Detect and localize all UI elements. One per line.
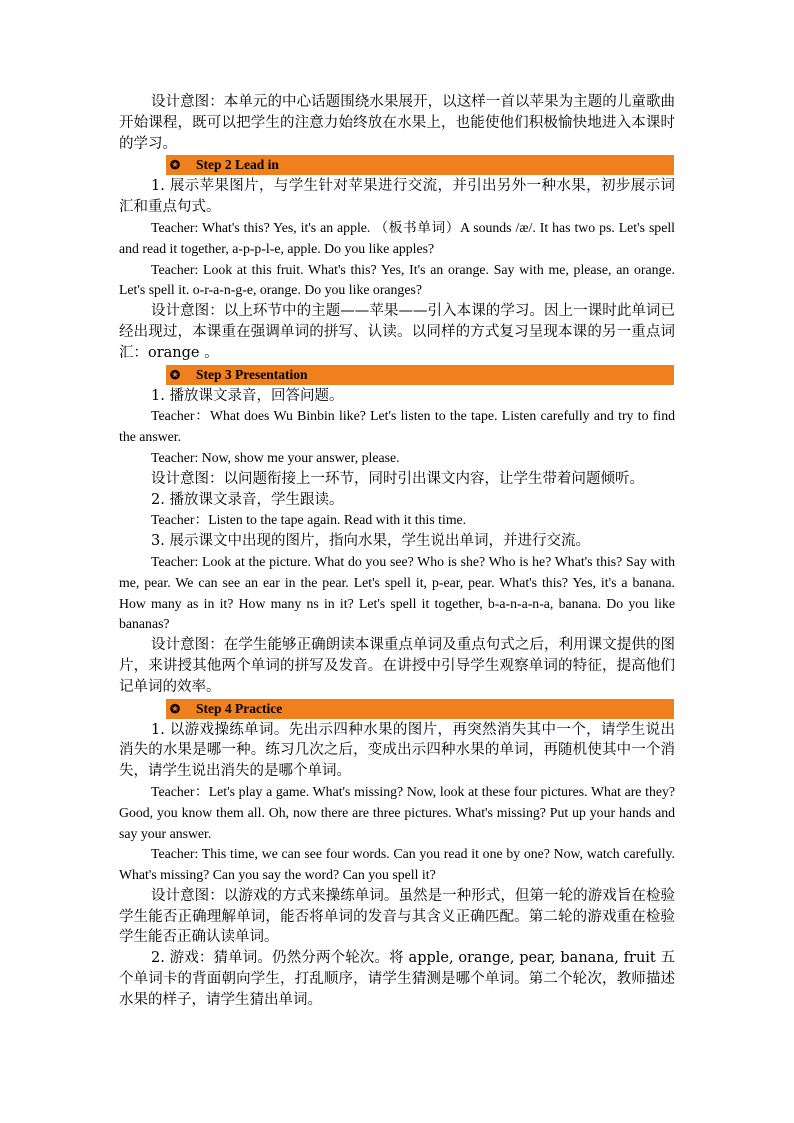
paragraph: 1. 展示苹果图片，与学生针对苹果进行交流，并引出另外一种水果，初步展示词汇和重点句式。 <box>119 178 675 216</box>
dialogue-paragraph: Teacher: Look at this fruit. What's this? Yes, It's an orange. Say with me, please, an orange. Let's spell it. o-r-a-n-g-e, orange. Do you like oranges? <box>119 261 675 298</box>
paragraph: 设计意图：本单元的中心话题围绕水果展开，以这样一首以苹果为主题的儿童歌曲开始课程，既可以把学生的注意力始终放在水果上，也能使他们积极愉快地进入本课时的学习。 <box>119 94 675 152</box>
paragraph: 设计意图：以问题衔接上一环节，同时引出课文内容，让学生带着问题倾听。 <box>151 470 644 487</box>
section-title: Step 2 Lead in <box>196 157 279 173</box>
dialogue-paragraph: Teacher：Let's play a game. What's missing? Now, look at these four pictures. What are they? Good, you know them all. Oh, now there are three pictures. What's missing? Put up your hands and say your answer. <box>119 783 675 841</box>
section-header-step-4 <box>166 699 674 719</box>
paragraph: 2. 播放课文录音，学生跟读。 <box>151 491 344 508</box>
star-bullet-icon: ✪ <box>170 367 181 382</box>
dialogue-paragraph: Teacher: What's this? Yes, it's an apple. （板书单词）A sounds /æ/. It has two ps. Let's spell and read it together, a-p-p-l-e, apple. Do you like apples? <box>119 219 675 256</box>
dialogue-paragraph: Teacher: Look at the picture. What do you see? Who is she? Who is he? What's this? Say with me, pear. We can see an ear in the pear. Let's spell it, p-ear, pear. What's this? Yes, it's a banana. How many as in it? How many ns in it? Let's spell it together, b-a-n-a-n-a, banana. Do you like bananas? <box>119 553 675 632</box>
dialogue-paragraph: Teacher：What does Wu Binbin like? Let's listen to the tape. Listen carefully and try to find the answer. <box>119 408 675 445</box>
section-header-step-3 <box>166 365 674 385</box>
paragraph: 设计意图：以游戏的方式来操练单词。虽然是一种形式，但第一轮的游戏旨在检验学生能否正确理解单词，能否将单词的发音与其含义正确匹配。第二轮的游戏重在检验学生能否正确认读单词。 <box>119 887 675 946</box>
paragraph: 2. 游戏：猜单词。仍然分两个轮次。将 apple, orange, pear, banana, fruit 五个单词卡的背面朝向学生，打乱顺序，请学生猜测是哪个单词。第二个轮次，教师描述水果的样子，请学生猜出单词。 <box>119 950 675 1008</box>
document-body <box>119 92 675 1011</box>
paragraph: 设计意图：在学生能够正确朗读本课重点单词及重点句式之后，利用课文提供的图片，来讲授其他两个单词的拼写及发音。在讲授中引导学生观察单词的特征，提高他们记单词的效率。 <box>119 637 675 695</box>
section-header-step-2 <box>166 155 674 175</box>
paragraph: 3. 展示课文中出现的图片，指向水果，学生说出单词，并进行交流。 <box>151 533 590 550</box>
section-title: Step 4 Practice <box>196 700 283 716</box>
paragraph: 1. 播放课文录音，回答问题。 <box>151 387 344 404</box>
star-bullet-icon: ✪ <box>170 158 181 173</box>
dialogue-paragraph: Teacher: This time, we can see four words. Can you read it one by one? Now, watch carefully. What's missing? Can you say the word? Can you spell it? <box>119 846 675 883</box>
star-bullet-icon: ✪ <box>170 701 181 716</box>
dialogue-paragraph: Teacher: Now, show me your answer, please. <box>151 449 400 465</box>
paragraph: 设计意图：以上环节中的主题——苹果——引入本课的学习。因上一课时此单词已经出现过，本课重在强调单词的拼写、认读。以同样的方式复习呈现本课的另一重点词汇：orange 。 <box>119 303 675 361</box>
dialogue-paragraph: Teacher：Listen to the tape again. Read with it this time. <box>151 512 467 528</box>
paragraph: 1. 以游戏操练单词。先出示四种水果的图片，再突然消失其中一个，请学生说出消失的水果是哪一种。练习几次之后，变成出示四种水果的单词，再随机使其中一个消失，请学生说出消失的是哪个单词。 <box>119 721 675 780</box>
section-title: Step 3 Presentation <box>196 366 308 382</box>
